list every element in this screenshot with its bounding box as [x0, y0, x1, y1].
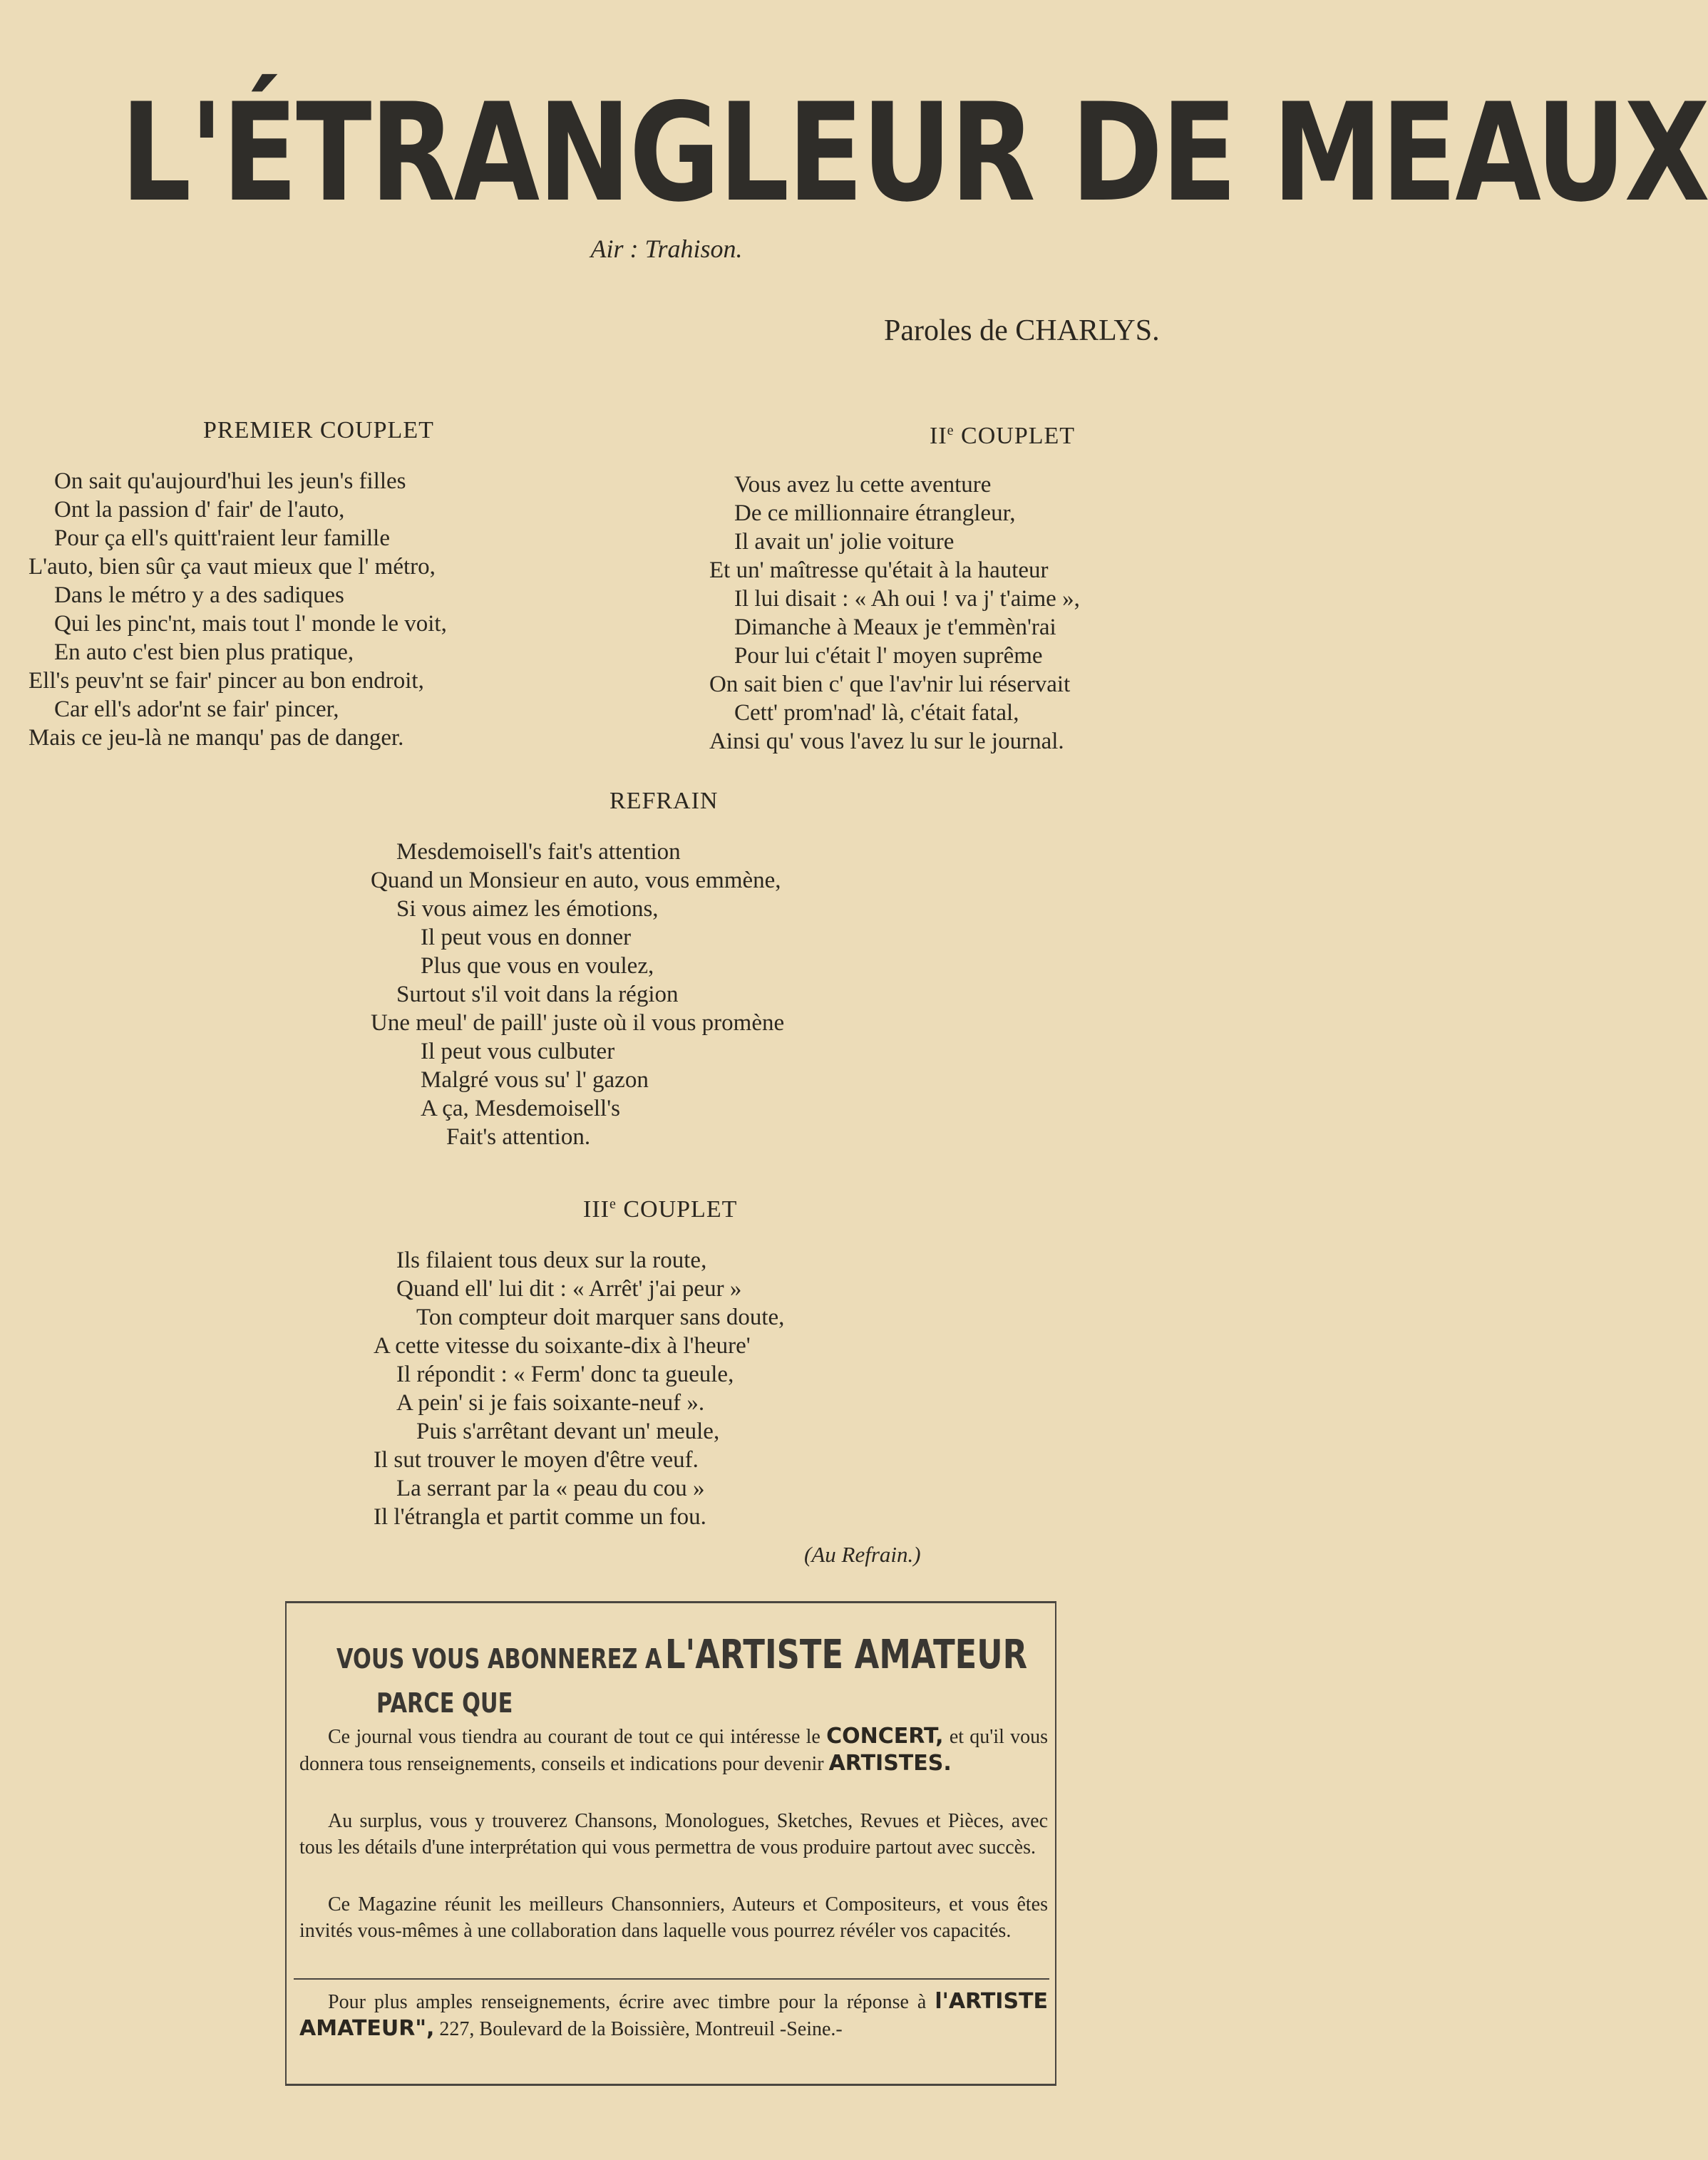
verse-line: Ont la passion d' fair' de l'auto, — [54, 497, 345, 523]
verse-line: Pour ça ell's quitt'raient leur famille — [54, 525, 390, 551]
verse-line: Pour lui c'était l' moyen suprême — [734, 643, 1043, 669]
verse-line: Fait's attention. — [446, 1124, 591, 1150]
ad-title-lead: VOUS VOUS ABONNEREZ A — [336, 1643, 662, 1675]
verse-line: Plus que vous en voulez, — [421, 953, 654, 979]
verse-line: A cette vitesse du soixante-dix à l'heure' — [374, 1333, 751, 1359]
verse-line: A ça, Mesdemoisell's — [421, 1096, 620, 1121]
verse-line: Qui les pinc'nt, mais tout l' monde le voit, — [54, 611, 447, 637]
couplet-2-heading — [930, 423, 1075, 450]
verse-line: Il sut trouver le moyen d'être veuf. — [374, 1447, 699, 1473]
verse-line: Vous avez lu cette aventure — [734, 472, 992, 498]
lyricist-credit: Paroles de CHARLYS. — [884, 314, 1160, 347]
verse-line: Surtout s'il voit dans la région — [396, 982, 679, 1007]
air-line: Air : Trahison. — [590, 235, 743, 263]
ad-paragraph-2: Au surplus, vous y trouverez Chansons, Monologues, Sketches, Revues et Pièces, avec tous les détails d'une interprétation qui vous permettra de vous produire partout avec succès. — [299, 1810, 1048, 1858]
refrain-heading: REFRAIN — [609, 788, 719, 814]
couplet-1-heading: PREMIER COUPLET — [203, 417, 434, 443]
verse-line: L'auto, bien sûr ça vaut mieux que l' métro, — [29, 554, 436, 580]
heading-word: COUPLET — [954, 423, 1076, 449]
verse-line: Si vous aimez les émotions, — [396, 896, 659, 922]
heading-numeral: II — [930, 423, 947, 449]
ad-paragraph-1 — [299, 1723, 1048, 1777]
au-refrain-note: (Au Refrain.) — [804, 1542, 921, 1567]
couplet-1-verse — [29, 467, 447, 752]
verse-line: En auto c'est bien plus pratique, — [54, 639, 354, 665]
verse-line: De ce millionnaire étrangleur, — [734, 500, 1016, 526]
verse-line: Quand un Monsieur en auto, vous emmène, — [371, 868, 781, 893]
ad-text: Ce journal vous tiendra au courant de tout ce qui intéresse le — [328, 1726, 820, 1748]
verse-line: A pein' si je fais soixante-neuf ». — [396, 1390, 705, 1416]
verse-line: Il avait un' jolie voiture — [734, 529, 955, 555]
ad-text: et qu'il vous donnera tous renseignements, conseils et indications pour devenir — [299, 1726, 1049, 1775]
verse-line: Dans le métro y a des sadiques — [54, 582, 344, 608]
ad-title-magazine: L'ARTISTE AMATEUR — [664, 1632, 1028, 1678]
verse-line: Ell's peuv'nt se fair' pincer au bon endroit, — [29, 668, 424, 694]
song-title: L'ÉTRANGLEUR DE MEAUX — [120, 74, 1708, 232]
ad-address: 227, Boulevard de la Boissière, Montreuil -Seine.- — [439, 2018, 843, 2040]
ad-parce-que: PARCE QUE — [376, 1687, 513, 1719]
verse-line: Puis s'arrêtant devant un' meule, — [416, 1419, 720, 1444]
verse-line: Ils filaient tous deux sur la route, — [396, 1248, 707, 1273]
verse-line: La serrant par la « peau du cou » — [396, 1476, 705, 1501]
verse-line: Il répondit : « Ferm' donc ta gueule, — [396, 1362, 734, 1387]
verse-line: Et un' maîtresse qu'était à la hauteur — [709, 557, 1049, 583]
ad-artistes-word: ARTISTES. — [828, 1751, 952, 1776]
ad-concert-word: CONCERT, — [826, 1724, 944, 1749]
verse-line: On sait bien c' que l'av'nir lui réservait — [709, 672, 1071, 697]
verse-line: Il l'étrangla et partit comme un fou. — [374, 1504, 706, 1530]
verse-line: Mais ce jeu-là ne manqu' pas de danger. — [29, 725, 404, 751]
verse-line: Quand ell' lui dit : « Arrêt' j'ai peur » — [396, 1276, 742, 1302]
verse-line: Dimanche à Meaux je t'emmèn'rai — [734, 614, 1056, 640]
verse-line: Cett' prom'nad' là, c'était fatal, — [734, 700, 1019, 726]
verse-line: Une meul' de paill' juste où il vous promène — [371, 1010, 785, 1036]
verse-line: Ton compteur doit marquer sans doute, — [416, 1305, 785, 1330]
heading-word: COUPLET — [616, 1196, 738, 1223]
verse-line: Il peut vous en donner — [421, 925, 632, 950]
ad-paragraph-3: Ce Magazine réunit les meilleurs Chansonniers, Auteurs et Compositeurs, et vous êtes invités vous-mêmes à une collaboration dans laquelle vous pourrez révéler vos capacités. — [299, 1893, 1048, 1942]
verse-line: On sait qu'aujourd'hui les jeun's filles — [54, 468, 406, 494]
ad-paragraph-4 — [299, 1988, 1048, 2042]
verse-line: Il peut vous culbuter — [421, 1039, 615, 1064]
refrain-verse — [371, 838, 784, 1151]
couplet-3-heading — [583, 1196, 737, 1223]
heading-superscript: e — [609, 1196, 617, 1212]
ad-divider — [294, 1978, 1049, 1980]
verse-line: Malgré vous su' l' gazon — [421, 1067, 649, 1093]
verse-line: Car ell's ador'nt se fair' pincer, — [54, 696, 339, 722]
ad-text: Pour plus amples renseignements, écrire avec timbre pour la réponse à — [328, 1991, 927, 2013]
couplet-3-verse — [372, 1246, 784, 1531]
verse-line: Mesdemoisell's fait's attention — [396, 839, 681, 865]
subscription-ad-box — [285, 1601, 1056, 2086]
heading-numeral: III — [583, 1196, 609, 1223]
couplet-2-verse — [709, 470, 1080, 756]
ad-magazine-name: l'ARTISTE AMATEUR", — [299, 1989, 1049, 2041]
heading-superscript: e — [947, 423, 955, 438]
verse-line: Ainsi qu' vous l'avez lu sur le journal. — [709, 729, 1064, 754]
verse-line: Il lui disait : « Ah oui ! va j' t'aime », — [734, 586, 1080, 612]
ad-title — [336, 1632, 1027, 1678]
